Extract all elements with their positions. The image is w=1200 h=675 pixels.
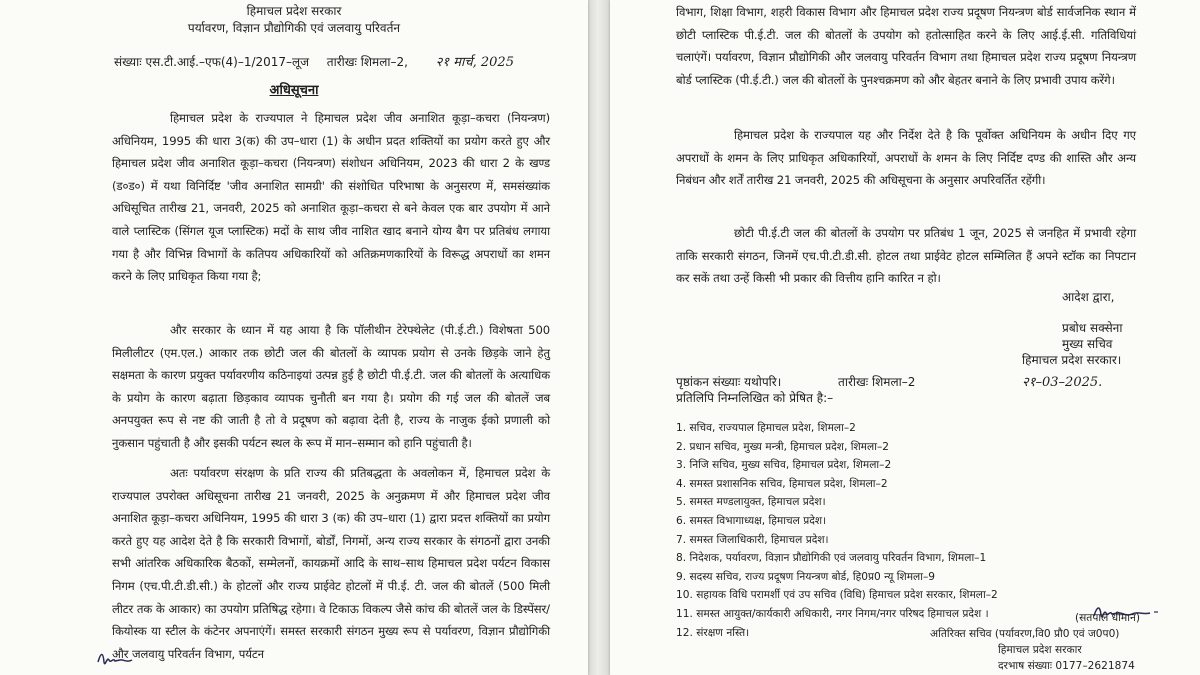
paragraph-effective-date-text: छोटी पी.ई.टी जल की बोतलों के उपयोग पर प्रतिबंध 1 जून, 2025 से जनहित में प्रभावी रहेगा ताकि सरकारी संगठन, जिनमें एच.पी.टी.डी.सी. होटल तथा प्राईवेट होटल सम्मिलित हैं अपने स्टॉक का निपटान कर सकें तथा उन्हें किसी भी प्रकार की वित्तीय हानि कारित न हो। bbox=[676, 226, 1136, 286]
department-name: पर्यावरण, विज्ञान प्रौद्योगिकी एवं जलवायु परिवर्तन bbox=[187, 21, 401, 35]
recipient-item: 2. प्रधान सचिव, मुख्य मन्त्री, हिमाचल प्रदेश, शिमला–2 bbox=[676, 440, 889, 453]
paragraph-order bbox=[112, 462, 550, 665]
additional-secretary-designation: अतिरिक्त सचिव (पर्यावरण,वि0 प्रौ0 एवं ज0प0) bbox=[930, 628, 1120, 640]
paragraph-observation-text: और सरकार के ध्यान में यह आया है कि पॉलीथीन टेरेफ्थेलेट (पी.ई.टी.) विशेषता 500 मिलीलीटर (एम.एल.) आकार तक छोटी जल की बोतलों के व्यापक प्रयोग से उनके छिड़के जाने हेतु सक्षमता के कारण प्रयुक्त पर्यावरणीय कठिनाइयां उत्पन्न हुई है छोटी पी.ई.टी. जल की बोतलों के अत्याधिक के प्रयोग के कारण बढ़ाता छिड़काव व्यापक चुनौती बन गया है। प्रयोग की गई जल की बोतलें जब अनपयुक्त रूप से नष्ट की जाती है तो वे प्रदूषण को बढ़ावा देती है, राज्य के नाजुक ईको प्रणाली को नुकसान पहुंचाती है और इसकी पर्यटन स्थल के रूप में मान–सम्मान को हानि पहुंचाती है। bbox=[112, 323, 550, 450]
government-header bbox=[0, 2, 588, 36]
recipient-item: 10. सहायक विधि परामर्शी एवं उप सचिव (विधि) हिमाचल प्रदेश सरकार, शिमला–2 bbox=[676, 589, 998, 602]
recipient-item: 8. निदेशक, पर्यावरण, विज्ञान प्रौद्योगिकी एवं जलवायु परिवर्तन विभाग, शिमला–1 bbox=[676, 552, 987, 565]
recipient-item: 12. संरक्षण नस्ति। bbox=[676, 626, 750, 639]
reference-line bbox=[114, 52, 514, 70]
paragraph-order-text: अतः पर्यावरण संरक्षण के प्रति राज्य की प्रतिबद्धता के अवलोकन में, हिमाचल प्रदेश के राज्यपाल उपरोक्त अधिसूचना तारीख 21 जनवरी, 2025 के अनुक्रमण में और हिमाचल प्रदेश जीव अनाशित कूड़ा–कचरा अधिनियम, 1995 की धारा 3 (क) की उप–धारा (1) द्वारा प्रदत्त शक्तियों का प्रयोग करते हुए यह आदेश देते है कि सरकारी विभागों, बोर्डों, निगमों, अन्य राज्य सरकार के संगठनों द्वारा उनकी सभी आंतरिक अधिकारिक बैठकों, सम्मेलनों, कायक्रमों आदि के साथ–साथ हिमाचल प्रदेश पर्यटन विकास निगम (एच.पी.टी.डी.सी.) के होटलों और राज्य प्राईवेट होटलों में पी.ई. टी. जल की बोतलें (500 मिली लीटर तक के आकार) का उपयोग प्रतिषिद्ध रहेगा। वे टिकाऊ विकल्प जैसे कांच की बोतलें जल के डिस्पेंसर/कियोस्क या स्टील के कंटेनर अपनाएंगें। समस्त सरकारी संगठन मुख्य रूप से पर्यावरण, विज्ञान प्रौद्योगिकी और जलवायु परिवर्तन विभाग, पर्यटन bbox=[112, 466, 550, 661]
copy-to-line: प्रतिलिपि निम्नलिखित को प्रेषित है:– bbox=[676, 391, 834, 405]
page-gutter bbox=[588, 0, 610, 675]
reference-number: संख्याः एस.टी.आई.–एफ(4)–1/2017–लूज bbox=[114, 55, 310, 69]
additional-secretary-phone: दरभाष संख्याः 0177–2621874 bbox=[998, 660, 1135, 672]
paragraph-direction-text: हिमाचल प्रदेश के राज्यपाल यह और निर्देश देते है कि पूर्वोक्त अधिनियम के अधीन दिए गए अपराधों के शमन के लिए प्राधिकृत अधिकारियों, अपराधों के शमन के लिए निर्दिष्ट दण्ड की शास्ति और अन्य निबंधन और शर्तें तारीख 21 जनवरी, 2025 की अधिसूचना के अनुसार अपरिवर्तित रहेंगी। bbox=[676, 128, 1136, 188]
notification-title: अधिसूचना bbox=[269, 83, 319, 98]
paragraph-preamble bbox=[112, 107, 550, 288]
endorsement-number: पृष्ठांकन संख्याः यथोपरि। bbox=[676, 375, 782, 389]
paragraph-direction bbox=[676, 124, 1136, 192]
reference-date-label: तारीखः शिमला–2, bbox=[326, 55, 408, 69]
chief-secretary-name: प्रबोध सक्सेना bbox=[1062, 321, 1123, 335]
recipient-item: 6. समस्त विभागाध्यक्ष, हिमाचल प्रदेश। bbox=[676, 514, 827, 527]
recipient-item: 1. सचिव, राज्यपाल हिमाचल प्रदेश, शिमला–2 bbox=[676, 422, 856, 434]
chief-secretary-designation: मुख्य सचिव bbox=[1062, 337, 1113, 351]
recipient-item: 11. समस्त आयुक्त/कार्यकारी अधिकारी, नगर निगम/नगर परिषद हिमाचल प्रदेश । bbox=[676, 607, 989, 620]
chief-secretary-signature-block bbox=[1022, 320, 1122, 368]
recipient-item: 7. समस्त जिलाधिकारी, हिमाचल प्रदेश। bbox=[676, 533, 829, 546]
paragraph-preamble-text: हिमाचल प्रदेश के राज्यपाल ने हिमाचल प्रदेश जीव अनाशित कूड़ा–कचरा (नियन्त्रण) अधिनियम, 1995 की धारा 3(क) की उप–धारा (1) के अधीन प्रदत शक्तियों का प्रयोग करते हुए और हिमाचल प्रदेश जीव अनाशित कूड़ा–कचरा (नियन्त्रण) संशोधन अधिनियम, 2023 की धारा 2 के खण्ड (ड०ड०) में यथा विनिर्दिष्ट 'जीव अनाशित सामग्री' की संशोधित परिभाषा के अनुसरण में, समसंख्यांक अधिसूचित तारीख 21, जनवरी, 2025 को अनाशित कूड़ा–कचरा से बने केवल एक बार उपयोग में आने वाले प्लास्टिक (सिंगल यूज प्लास्टिक) मदों के साथ जीव नाशित खाद बनाने योग्य बैग पर प्रतिबंध लगाया गया है और विभिन्न विभागों के कतिपय अधिकारियों को अतिक्रमणकारियों के विरूद्ध अपराधों का शमन करने के लिए प्राधिकृत किया गया है; bbox=[112, 111, 550, 284]
recipient-item: 3. निजि सचिव, मुख्य सचिव, हिमाचल प्रदेश, शिमला–2 bbox=[676, 459, 892, 472]
notification-page-2 bbox=[610, 0, 1200, 675]
recipient-item: 5. समस्त मण्डलायुक्त, हिमाचल प्रदेश। bbox=[676, 496, 826, 509]
initials-signature-left bbox=[96, 648, 136, 670]
recipient-item: 9. सदस्य सचिव, राज्य प्रदूषण नियन्त्रण बोर्ड, हि0प्र0 न्यू शिमला–9 bbox=[676, 570, 936, 583]
recipient-item: 4. समस्त प्रशासनिक सचिव, हिमाचल प्रदेश, शिमला–2 bbox=[676, 477, 888, 490]
additional-secretary-signature-block bbox=[930, 610, 1140, 626]
paragraph-observation bbox=[112, 319, 550, 455]
additional-secretary-name: (सतपाल धीमान) bbox=[1075, 612, 1140, 624]
endorsement-date-label: तारीखः शिमला–2 bbox=[838, 375, 916, 389]
reference-date-handwritten: २१ मार्च, 2025 bbox=[435, 55, 514, 70]
additional-secretary-details bbox=[930, 626, 1135, 674]
order-by-line: आदेश द्वारा, bbox=[1062, 290, 1115, 304]
endorsement-date-handwritten: २१–03–2025. bbox=[1022, 375, 1103, 390]
paragraph-effective-date bbox=[676, 222, 1136, 290]
additional-secretary-office: हिमाचल प्रदेश सरकार bbox=[998, 644, 1082, 656]
government-name: हिमाचल प्रदेश सरकार bbox=[246, 4, 342, 18]
paragraph-order-continued-text: विभाग, शिक्षा विभाग, शहरी विकास विभाग और हिमाचल प्रदेश राज्य प्रदूषण नियन्त्रण बोर्ड सार्वजनिक स्थान में छोटी प्लास्टिक पी.ई.टी. जल की बोतलों के उपयोग को हतोत्साहित करने के लिए आई.ई.सी. गतिविधियां चलाएंगें। पर्यावरण, विज्ञान प्रौद्योगिकी और जलवायु परिवर्तन विभाग तथा हिमाचल प्रदेश राज्य प्रदूषण नियन्त्रण बोर्ड प्लास्टिक (पी.ई.टी.) जल की बोतलों के पुनश्चक्रमण को और बेहतर बनाने के लिए प्रभावी उपाय करेंगे। bbox=[676, 5, 1136, 87]
notification-page-1 bbox=[0, 0, 588, 675]
recipient-list bbox=[676, 419, 998, 642]
paragraph-order-continued bbox=[676, 1, 1136, 91]
chief-secretary-office: हिमाचल प्रदेश सरकार। bbox=[1022, 353, 1122, 367]
